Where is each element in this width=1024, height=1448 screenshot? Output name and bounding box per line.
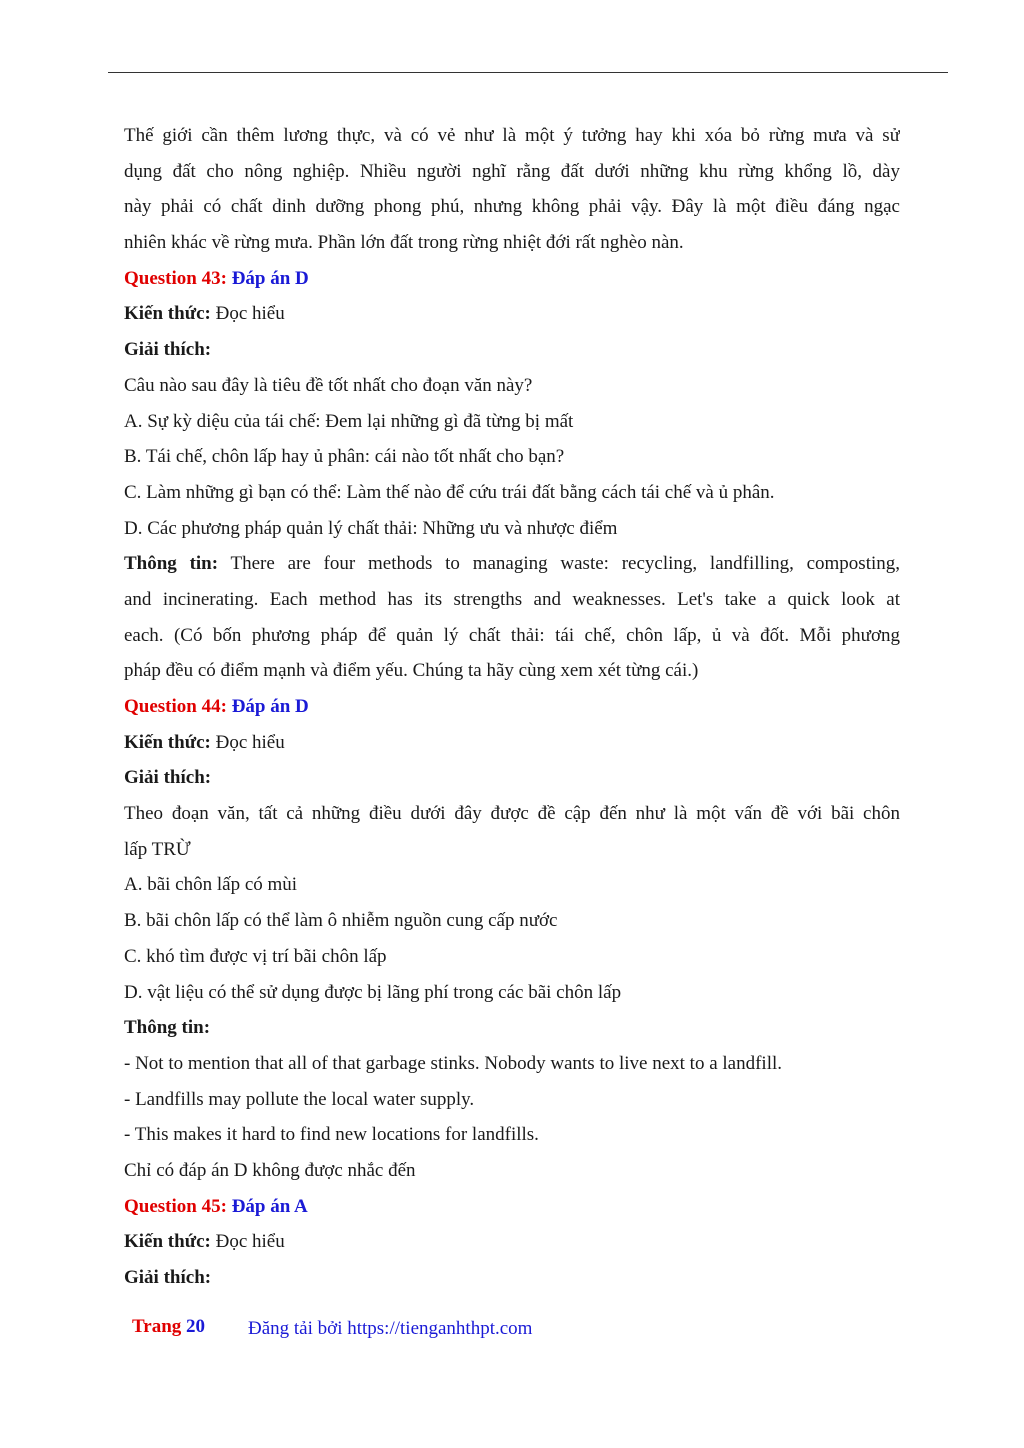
page-footer xyxy=(0,1312,1024,1348)
option-c: C. khó tìm được vị trí bãi chôn lấp xyxy=(124,945,387,967)
knowledge-label: Kiến thức: xyxy=(124,731,211,753)
question-43-heading xyxy=(124,261,900,297)
info-line xyxy=(124,546,900,582)
paragraph-line: dụng đất cho nông nghiệp. Nhiều người nghĩ rằng đất dưới những khu rừng khổng lồ, dày xyxy=(124,160,900,182)
question-label: Question 45: xyxy=(124,1195,232,1217)
page-label: Trang xyxy=(132,1316,187,1337)
answer-label: Đáp án D xyxy=(231,267,309,289)
uploaded-by-link[interactable]: Đăng tải bởi https://tienganhthpt.com xyxy=(248,1318,533,1339)
explanation-label: Giải thích: xyxy=(124,1267,212,1288)
question-text: lấp TRỪ xyxy=(124,838,191,860)
knowledge-label: Kiến thức: xyxy=(124,1231,211,1253)
document-body xyxy=(124,118,900,1296)
knowledge-label: Kiến thức: xyxy=(124,303,211,325)
paragraph-line: nhiên khác về rừng mưa. Phần lớn đất trong rừng nhiệt đới rất nghèo nàn. xyxy=(124,232,684,254)
option-b: B. bãi chôn lấp có thể làm ô nhiễm nguồn cung cấp nước xyxy=(124,910,558,932)
option-d: D. vật liệu có thể sử dụng được bị lãng phí trong các bãi chôn lấp xyxy=(124,981,622,1003)
page-number xyxy=(132,1316,205,1338)
explanation-label: Giải thích: xyxy=(124,767,212,789)
option-a: A. bãi chôn lấp có mùi xyxy=(124,874,298,896)
info-item: - This makes it hard to find new locations for landfills. xyxy=(124,1124,539,1146)
option-d: D. Các phương pháp quản lý chất thải: Những ưu và nhược điểm xyxy=(124,517,618,539)
knowledge-value: Đọc hiểu xyxy=(210,731,285,753)
info-line: and incinerating. Each method has its strengths and weaknesses. Let's take a quick look at xyxy=(124,588,900,610)
info-item: - Not to mention that all of that garbage stinks. Nobody wants to live next to a landfill. xyxy=(124,1052,783,1074)
knowledge-line xyxy=(124,725,900,761)
question-label: Question 43: xyxy=(124,267,232,289)
paragraph-line: này phải có chất dinh dưỡng phong phú, nhưng không phải vậy. Đây là một điều đáng ngạc xyxy=(124,196,900,218)
paragraph-line: Thế giới cần thêm lương thực, và có vẻ như là một ý tưởng hay khi xóa bỏ rừng mưa và sử xyxy=(124,125,900,146)
option-b: B. Tái chế, chôn lấp hay ủ phân: cái nào tốt nhất cho bạn? xyxy=(124,446,565,468)
info-label: Thông tin: xyxy=(124,553,219,575)
explanation-label: Giải thích: xyxy=(124,339,212,361)
question-label: Question 44: xyxy=(124,696,232,717)
question-text: Câu nào sau đây là tiêu đề tốt nhất cho đoạn văn này? xyxy=(124,374,533,396)
answer-label: Đáp án D xyxy=(231,696,309,717)
question-44-heading xyxy=(124,689,900,725)
page-number-value: 20 xyxy=(186,1316,206,1337)
knowledge-value: Đọc hiểu xyxy=(210,1231,285,1253)
knowledge-value: Đọc hiểu xyxy=(210,303,285,325)
option-a: A. Sự kỳ diệu của tái chế: Đem lại những gì đã từng bị mất xyxy=(124,410,574,432)
question-text: Theo đoạn văn, tất cả những điều dưới đây được đề cập đến như là một vấn đề với bãi chôn xyxy=(124,803,900,825)
header-rule xyxy=(108,72,948,73)
conclusion-text: Chỉ có đáp án D không được nhắc đến xyxy=(124,1159,416,1181)
info-text: There are four methods to managing waste: recycling, landfilling, composting, xyxy=(218,553,900,575)
info-line: pháp đều có điểm mạnh và điểm yếu. Chúng ta hãy cùng xem xét từng cái.) xyxy=(124,660,699,682)
answer-label: Đáp án A xyxy=(231,1195,308,1217)
info-label: Thông tin: xyxy=(124,1017,211,1039)
knowledge-line xyxy=(124,296,900,332)
question-45-heading xyxy=(124,1189,900,1225)
knowledge-line xyxy=(124,1224,900,1260)
info-line: each. (Có bốn phương pháp để quản lý chất thải: tái chế, chôn lấp, ủ và đốt. Mỗi phương xyxy=(124,624,900,646)
option-c: C. Làm những gì bạn có thể: Làm thế nào để cứu trái đất bằng cách tái chế và ủ phân. xyxy=(124,481,775,503)
info-item: - Landfills may pollute the local water supply. xyxy=(124,1088,475,1110)
